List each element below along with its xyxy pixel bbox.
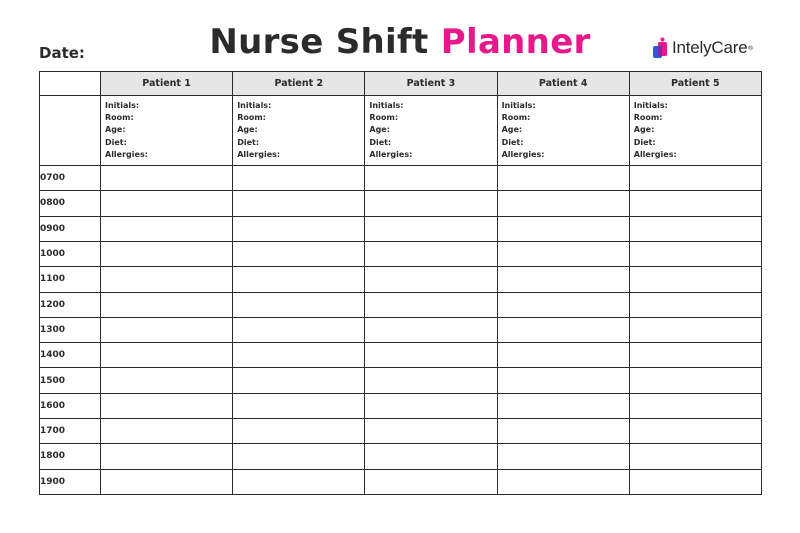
patient-info-fields — [365, 96, 496, 165]
schedule-cell[interactable] — [629, 191, 761, 216]
field-label: Allergies: — [105, 149, 148, 159]
schedule-cell[interactable] — [629, 343, 761, 368]
schedule-cell[interactable] — [365, 343, 497, 368]
shift-planner-table — [39, 71, 762, 495]
field-label: Allergies: — [501, 149, 545, 159]
schedule-cell[interactable] — [233, 368, 365, 393]
patient-2-header: Patient 2 — [233, 72, 365, 96]
field-label: Age: — [237, 125, 258, 135]
corner-cell — [40, 72, 101, 96]
patient-3-info-cell[interactable] — [365, 96, 497, 166]
logo-trademark: ® — [747, 44, 754, 52]
schedule-cell[interactable] — [497, 241, 629, 266]
schedule-cell[interactable] — [233, 317, 365, 342]
field-label: Diet: — [369, 137, 392, 147]
time-label: 1000 — [40, 241, 101, 266]
time-slot-row — [40, 166, 762, 191]
schedule-cell[interactable] — [629, 418, 761, 443]
schedule-cell[interactable] — [629, 166, 761, 191]
field-label: Diet: — [105, 137, 127, 147]
field-label: Initials: — [369, 101, 404, 110]
intelycare-logo-icon — [652, 37, 668, 59]
time-slot-row — [40, 292, 762, 317]
schedule-cell[interactable] — [365, 191, 497, 216]
patient-2-info-cell[interactable] — [233, 96, 365, 166]
schedule-cell[interactable] — [365, 241, 497, 266]
header-row — [40, 72, 762, 96]
schedule-cell[interactable] — [101, 267, 233, 292]
field-label: Room: — [105, 113, 134, 123]
patient-5-header: Patient 5 — [629, 72, 761, 96]
time-label: 1800 — [40, 444, 101, 469]
time-slot-row — [40, 418, 762, 443]
schedule-cell[interactable] — [233, 444, 365, 469]
schedule-cell[interactable] — [629, 368, 761, 393]
schedule-cell[interactable] — [101, 216, 233, 241]
time-label: 1400 — [40, 343, 101, 368]
logo-wordmark: IntelyCare — [672, 38, 748, 57]
field-label: Age: — [105, 125, 126, 135]
patient-info-fields — [233, 96, 364, 165]
schedule-cell[interactable] — [233, 343, 365, 368]
time-slot-row — [40, 444, 762, 469]
schedule-cell[interactable] — [629, 393, 761, 418]
schedule-cell[interactable] — [101, 418, 233, 443]
schedule-cell[interactable] — [101, 444, 233, 469]
schedule-cell[interactable] — [497, 216, 629, 241]
schedule-cell[interactable] — [233, 166, 365, 191]
schedule-cell[interactable] — [101, 469, 233, 494]
field-label: Diet: — [633, 137, 656, 147]
schedule-cell[interactable] — [365, 469, 497, 494]
intelycare-logo — [652, 36, 753, 60]
time-slot-row — [40, 191, 762, 216]
schedule-cell[interactable] — [101, 241, 233, 266]
schedule-cell[interactable] — [629, 241, 761, 266]
schedule-cell[interactable] — [497, 444, 629, 469]
date-label: Date: — [39, 44, 85, 62]
patient-info-fields — [630, 96, 761, 165]
title-part-2: Planner — [440, 22, 591, 62]
time-label: 1600 — [40, 393, 101, 418]
schedule-cell[interactable] — [629, 216, 761, 241]
field-label: Room: — [501, 113, 531, 123]
patient-4-header: Patient 4 — [497, 72, 629, 96]
time-slot-row — [40, 393, 762, 418]
schedule-cell[interactable] — [497, 368, 629, 393]
schedule-cell[interactable] — [233, 393, 365, 418]
schedule-cell[interactable] — [497, 166, 629, 191]
info-row-label — [40, 96, 101, 166]
schedule-cell[interactable] — [233, 469, 365, 494]
field-label: Diet: — [501, 137, 524, 147]
field-label: Room: — [369, 113, 399, 123]
time-label: 1500 — [40, 368, 101, 393]
field-label: Initials: — [633, 101, 668, 110]
field-label: Initials: — [237, 101, 272, 110]
schedule-cell[interactable] — [365, 393, 497, 418]
schedule-cell[interactable] — [233, 216, 365, 241]
time-label: 0900 — [40, 216, 101, 241]
field-label: Age: — [633, 125, 655, 135]
schedule-cell[interactable] — [365, 317, 497, 342]
schedule-cell[interactable] — [365, 292, 497, 317]
schedule-cell[interactable] — [101, 368, 233, 393]
patient-4-info-cell[interactable] — [497, 96, 629, 166]
schedule-cell[interactable] — [101, 343, 233, 368]
schedule-cell[interactable] — [365, 368, 497, 393]
time-label: 1900 — [40, 469, 101, 494]
time-label: 0800 — [40, 191, 101, 216]
schedule-cell[interactable] — [365, 444, 497, 469]
schedule-cell[interactable] — [629, 292, 761, 317]
field-label: Initials: — [105, 101, 140, 110]
schedule-cell[interactable] — [233, 191, 365, 216]
schedule-cell[interactable] — [101, 191, 233, 216]
patient-3-header: Patient 3 — [365, 72, 497, 96]
schedule-cell[interactable] — [497, 418, 629, 443]
time-slot-row — [40, 241, 762, 266]
schedule-cell[interactable] — [233, 418, 365, 443]
schedule-cell[interactable] — [629, 267, 761, 292]
time-slot-row — [40, 267, 762, 292]
schedule-cell[interactable] — [101, 393, 233, 418]
schedule-cell[interactable] — [497, 317, 629, 342]
schedule-cell[interactable] — [497, 191, 629, 216]
schedule-cell[interactable] — [497, 292, 629, 317]
time-label: 0700 — [40, 166, 101, 191]
patient-1-info-cell[interactable] — [101, 96, 233, 166]
field-label: Allergies: — [633, 149, 677, 159]
patient-5-info-cell[interactable] — [629, 96, 761, 166]
field-label: Room: — [633, 113, 663, 123]
schedule-cell[interactable] — [497, 343, 629, 368]
time-slot-row — [40, 469, 762, 494]
field-label: Diet: — [237, 137, 260, 147]
schedule-cell[interactable] — [365, 216, 497, 241]
schedule-cell[interactable] — [233, 241, 365, 266]
time-label: 1300 — [40, 317, 101, 342]
schedule-cell[interactable] — [101, 317, 233, 342]
schedule-cell[interactable] — [497, 469, 629, 494]
schedule-cell[interactable] — [497, 393, 629, 418]
schedule-cell[interactable] — [365, 166, 497, 191]
time-slot-row — [40, 216, 762, 241]
time-slot-row — [40, 368, 762, 393]
schedule-cell[interactable] — [365, 418, 497, 443]
field-label: Age: — [501, 125, 523, 135]
schedule-cell[interactable] — [233, 292, 365, 317]
time-label: 1200 — [40, 292, 101, 317]
time-label: 1700 — [40, 418, 101, 443]
schedule-cell[interactable] — [629, 444, 761, 469]
title-part-1: Nurse Shift — [209, 22, 429, 62]
patient-info-fields — [498, 96, 629, 165]
schedule-cell[interactable] — [233, 267, 365, 292]
patient-info-fields — [101, 96, 232, 165]
schedule-cell[interactable] — [101, 166, 233, 191]
schedule-cell[interactable] — [101, 292, 233, 317]
field-label: Allergies: — [237, 149, 281, 159]
time-label: 1100 — [40, 267, 101, 292]
time-slot-row — [40, 317, 762, 342]
field-label: Room: — [237, 113, 266, 123]
schedule-cell[interactable] — [629, 317, 761, 342]
patient-1-header: Patient 1 — [101, 72, 233, 96]
field-label: Allergies: — [369, 149, 413, 159]
field-label: Initials: — [501, 101, 536, 110]
time-slot-row — [40, 343, 762, 368]
schedule-cell[interactable] — [629, 469, 761, 494]
patient-info-row — [40, 96, 762, 166]
field-label: Age: — [369, 125, 390, 135]
schedule-cell[interactable] — [497, 267, 629, 292]
schedule-cell[interactable] — [365, 267, 497, 292]
